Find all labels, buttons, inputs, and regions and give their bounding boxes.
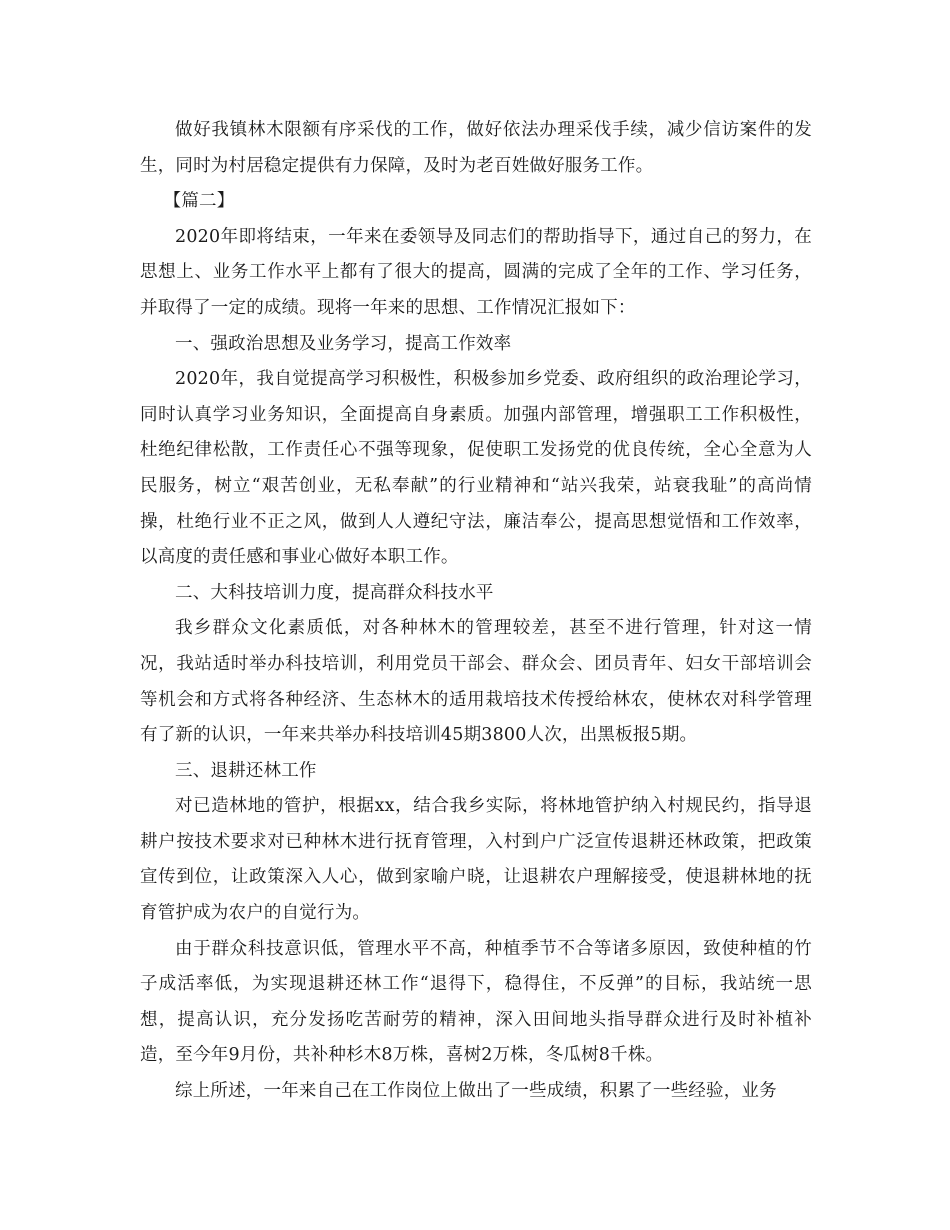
document-body — [140, 113, 812, 1110]
section-heading-1: 一、强政治思想及业务学习，提高工作效率 — [175, 333, 512, 354]
paragraph-conclusion: 综上所述，一年来自己在工作岗位上做出了一些成绩，积累了一些经验，业务 — [175, 1081, 777, 1102]
section-heading-2: 二、大科技培训力度，提高群众科技水平 — [175, 582, 494, 603]
paragraph-replanting: 由于群众科技意识低，管理水平不高，种植季节不合等诸多原因，致使种植的竹子成活率低，为实现退耕还林工作“退得下，稳得住，不反弹”的目标，我站统一思想，提高认识，充分发扬吃苦耐劳的精神，深入田间地头指导群众进行及时补植补造，至今年9月份，共补种杉木8万株，喜树2万株，冬瓜树8千株。 — [140, 938, 812, 1066]
paragraph-summary-intro: 2020年即将结束，一年来在委领导及同志们的帮助指导下，通过自己的努力，在思想上、业务工作水平上都有了很大的提高，圆满的完成了全年的工作、学习任务，并取得了一定的成绩。现将一年来的思想、工作情况汇报如下： — [140, 226, 812, 318]
part-heading: 【篇二】 — [163, 191, 235, 212]
paragraph-intro: 做好我镇林木限额有序采伐的工作，做好依法办理采伐手续，减少信访案件的发生，同时为村居稳定提供有力保障，及时为老百姓做好服务工作。 — [140, 120, 812, 176]
paragraph-tech-training: 我乡群众文化素质低，对各种林木的管理较差，甚至不进行管理，针对这一情况，我站适时举办科技培训，利用党员干部会、群众会、团员青年、妇女干部培训会等机会和方式将各种经济、生态林木的适用栽培技术传授给林农，使林农对科学管理有了新的认识，一年来共举办科技培训45期3800人次，出黑板报5期。 — [140, 618, 812, 746]
section-heading-3: 三、退耕还林工作 — [175, 760, 317, 781]
paragraph-political-study: 2020年，我自觉提高学习积极性，积极参加乡党委、政府组织的政治理论学习，同时认真学习业务知识，全面提高自身素质。加强内部管理，增强职工工作积极性，杜绝纪律松散，工作责任心不强等现象，促使职工发扬党的优良传统，全心全意为人民服务，树立“艰苦创业，无私奉献”的行业精神和“站兴我荣，站衰我耻”的高尚情操，杜绝行业不正之风，做到人人遵纪守法，廉洁奉公，提高思想觉悟和工作效率，以高度的责任感和事业心做好本职工作。 — [140, 369, 812, 568]
paragraph-forest-management: 对已造林地的管护，根据xx，结合我乡实际，将林地管护纳入村规民约，指导退耕户按技术要求对已种林木进行抚育管理，入村到户广泛宣传退耕还林政策，把政策宣传到位，让政策深入人心，做到家喻户晓，让退耕农户理解接受，使退耕林地的抚育管护成为农户的自觉行为。 — [140, 796, 812, 924]
